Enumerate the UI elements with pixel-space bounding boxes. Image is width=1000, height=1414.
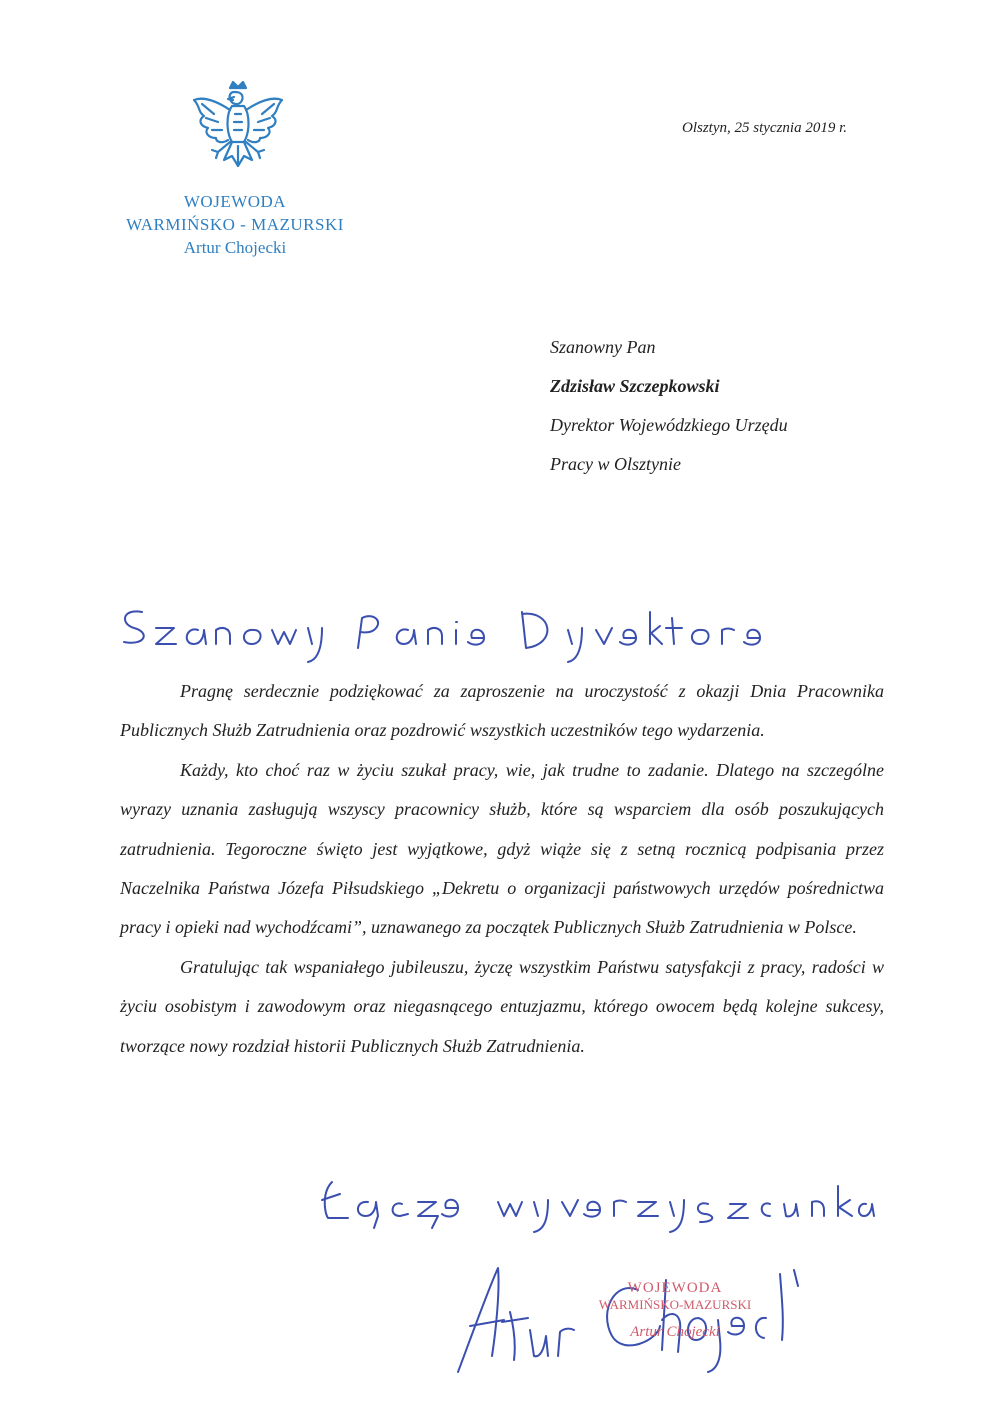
issuer-name: Artur Chojecki <box>183 238 287 257</box>
addressee-title-line1: Dyrektor Wojewódzkiego Urzędu <box>550 415 788 435</box>
stamp-region: WARMIŃSKO-MAZURSKI <box>598 1297 752 1312</box>
addressee-name: Zdzisław Szczepkowski <box>550 376 720 396</box>
official-stamp <box>590 1280 760 1345</box>
body-paragraph: Gratulując tak wspaniałego jubileuszu, życzę wszystkim Państwu satysfakcji z pracy, radości w życiu osobistym i zawodowym oraz niegasnącego entuzjazmu, którego owocem będą kolejne sukcesy, tworzące nowy rozdział historii Publicznych Służb Zatrudnienia. <box>120 956 884 1056</box>
issuer-title: WOJEWODA <box>183 192 287 211</box>
body-paragraph: Każdy, kto choć raz w życiu szukał pracy, wie, jak trudne to zadanie. Dlatego na szczególne wyrazy uznania zasługują wszyscy pracownicy służb, które są wsparciem dla osób poszukujących zatrudnienia. Tegoroczne święto jest wyjątkowe, gdyż wiąże się z setną rocznicą podpisania przez Naczelnika Państwa Józefa Piłsudskiego „Dekretu o organizacji państwowych urzędów pośrednictwa pracy i opieki nad wychodźcami”, uznawanego za początek Publicznych Służb Zatrudnienia w Polsce. <box>120 759 884 938</box>
letter-body <box>120 672 884 1066</box>
addressee-title-line2: Pracy w Olsztynie <box>550 454 681 474</box>
polish-eagle-icon <box>188 80 288 184</box>
addressee-salutation: Szanowny Pan <box>550 337 656 357</box>
stamp-title: WOJEWODA <box>627 1280 723 1296</box>
body-paragraph: Pragnę serdecznie podziękować za zaproszenie na uroczystość z okazji Dnia Pracownika Publicznych Służb Zatrudnienia oraz pozdrowić wszystkich uczestników tego wydarzenia. <box>120 681 884 741</box>
handwritten-salutation <box>112 598 792 668</box>
stamp-name: Artur Chojecki <box>630 1324 720 1340</box>
addressee-block <box>550 334 788 490</box>
issuer-region: WARMIŃSKO - MAZURSKI <box>126 215 344 234</box>
issuer-block <box>100 190 370 259</box>
letter-date: Olsztyn, 25 stycznia 2019 r. <box>682 120 847 136</box>
handwritten-closing <box>318 1172 878 1234</box>
